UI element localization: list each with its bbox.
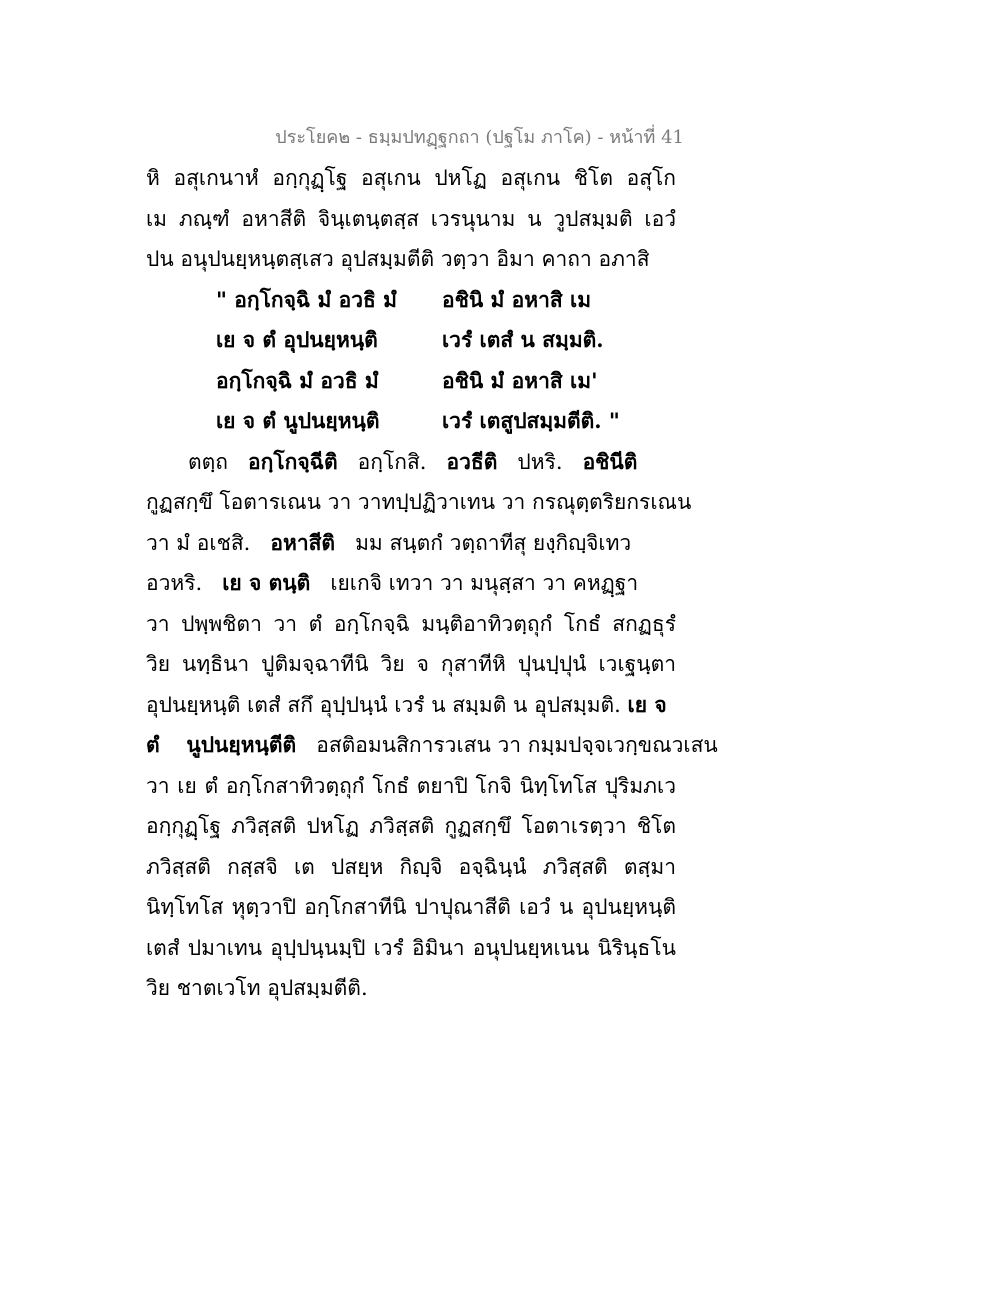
text-run: วา มํ อเชสิ. — [146, 530, 251, 555]
headword: เย จ — [627, 691, 667, 717]
text-run: อสติอมนสิการวเสน วา กมฺมปจฺจเวกฺขณวเสน — [316, 733, 718, 757]
verse-row — [146, 320, 676, 361]
verse-second-half: อชินิ มํ อหาสิ เม — [442, 286, 592, 312]
headword: เย จ ตนฺติ — [222, 570, 311, 595]
text-line: วา ปพฺพชิตา วา ตํ อกฺโกจฺฉิ มนฺติอาทิวตฺถุกํ โกธํ สกฏธุรํ — [146, 611, 676, 636]
headword: อชินีติ — [582, 448, 638, 474]
text-line: นิทฺโทโส หุตฺวาปิ อกฺโกสาทีนิ ปาปุณาสีติ เอวํ น อุปนยฺหนฺติ — [146, 895, 676, 919]
text-run: มม สนฺตกํ วตฺถาทีสุ ยงฺกิญฺจิเทว — [355, 530, 632, 555]
verse-second-half: เวรํ เตสํ น สมฺมติ. — [442, 327, 604, 352]
verse-second-half: เวรํ เตสูปสมฺมตีติ. " — [442, 408, 620, 433]
text-run: ตตฺถ — [188, 449, 228, 474]
page-header: ประโยค๒ - ธมฺมปทฏฺฐกถา (ปฐโม ภาโค) - หน้าที่ 41 — [275, 127, 684, 148]
verse-first-half: เย จ ตํ อุปนยฺหนฺติ — [216, 327, 378, 352]
text-line: วิย นทฺธินา ปูติมจฺฉาทีนิ วิย จ กุสาทีหิ ปุนปฺปุนํ เวเฐนฺตา — [146, 652, 676, 676]
text-line: อกฺกุฏฺโฐ ภวิสฺสติ ปหโฏ ภวิสฺสติ กูฏสกฺขึ โอตาเรตฺวา ชิโต — [146, 814, 676, 838]
text-line: หิ อสุเกนาหํ อกฺกุฏฺโฐ อสุเกน ปหโฏ อสุเกน ชิโต อสุโก — [146, 166, 676, 190]
headword: อหาสีติ — [270, 529, 336, 555]
text-line: ปน อนุปนยฺหนฺตสฺเสว อุปสมฺมตีติ วตฺวา อิมา คาถา อภาสิ — [146, 247, 650, 271]
headword: อกฺโกจฺฉีติ — [248, 448, 338, 474]
text-line — [146, 442, 676, 483]
text-line — [146, 523, 676, 564]
text-line — [146, 563, 676, 604]
headword: นูปนยฺหนฺตีติ — [186, 732, 297, 757]
verse-first-half: อกฺโกจฺฉิ มํ อวธิ มํ — [216, 367, 379, 393]
text-line: เม ภณฺฑํ อหาสีติ จินฺเตนฺตสฺส เวรนุนาม น วูปสมฺมติ เอวํ — [146, 206, 676, 231]
verse-block — [146, 280, 676, 442]
text-run: เยเกจิ เทวา วา มนุสฺสา วา คหฏฺฐา — [330, 571, 639, 595]
verse-row — [146, 361, 676, 402]
text-line: วา เย ตํ อกฺโกสาทิวตฺถุกํ โกธํ ตยาปิ โกจิ นิทฺโทโส ปุริมภเว — [146, 773, 676, 798]
text-line: ภวิสฺสติ กสฺสจิ เต ปสยฺห กิญฺจิ อจฺฉินฺนํ ภวิสฺสติ ตสฺมา — [146, 854, 676, 879]
text-run: ปหริ. — [517, 449, 563, 474]
text-run: อวหริ. — [146, 571, 203, 595]
text-line — [146, 685, 676, 726]
text-line — [146, 725, 718, 766]
page-body — [146, 158, 718, 1009]
text-run: อุปนยฺหนฺติ เตสํ สกึ อุปฺปนฺนํ เวรํ น สมฺมติ น อุปสมฺมติ. — [146, 692, 621, 717]
verse-first-half: " อกฺโกจฺฉิ มํ อวธิ มํ — [216, 286, 398, 312]
verse-row — [146, 280, 676, 321]
text-line: วิย ชาตเวโท อุปสมฺมตีติ. — [146, 976, 368, 1000]
text-line: เตสํ ปมาเทน อุปฺปนฺนมฺปิ เวรํ อิมินา อนุปนยฺหเนน นิรินฺธโน — [146, 935, 676, 960]
headword: ตํ — [146, 732, 160, 757]
text-run: อกฺโกสิ. — [357, 449, 427, 474]
verse-first-half: เย จ ตํ นูปนยฺหนฺติ — [216, 408, 380, 433]
headword: อวธีติ — [446, 448, 498, 474]
verse-second-half: อชินิ มํ อหาสิ เม' — [442, 367, 598, 393]
verse-row — [146, 401, 676, 442]
text-line: กูฏสกฺขึ โอตารเณน วา วาทปฺปฏิวาเทน วา กรณุตฺตริยกรเณน — [146, 490, 692, 514]
